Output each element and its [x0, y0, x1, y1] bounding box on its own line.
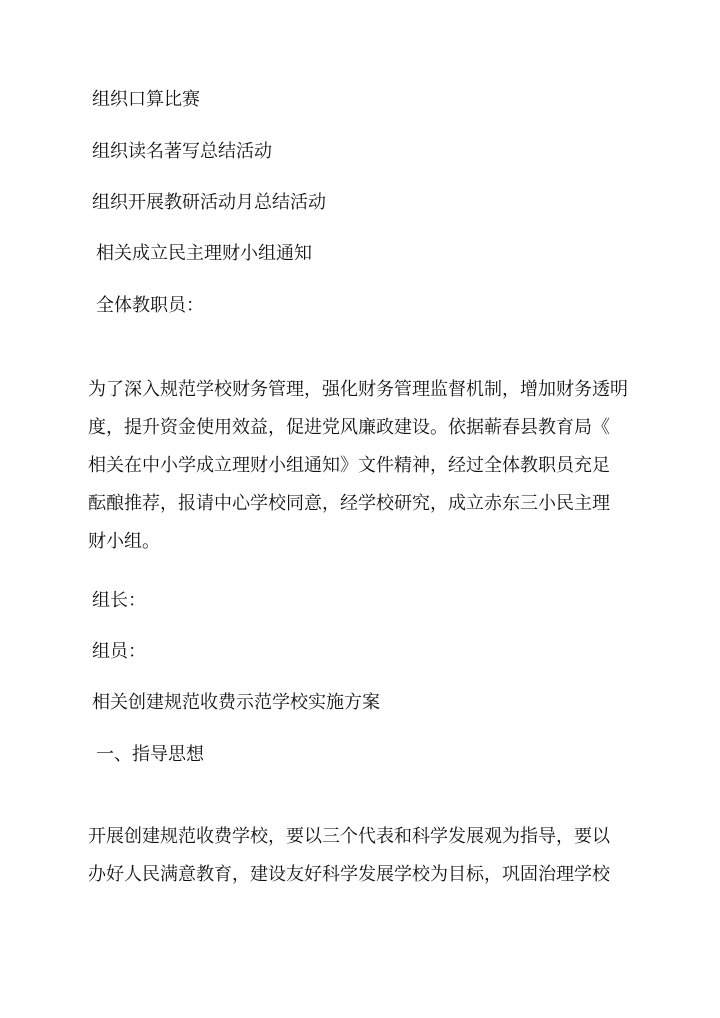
group-leader-label: 组长： — [92, 590, 146, 611]
heading-oral-arithmetic: 组织口算比赛 — [92, 89, 200, 110]
paragraph-line: 酝酿推荐，报请中心学校同意，经学校研究，成立赤东三小民主理 — [88, 493, 610, 514]
salutation: 全体教职员： — [96, 295, 204, 316]
plan-body-paragraph — [88, 818, 640, 894]
paragraph-line: 开展创建规范收费学校，要以三个代表和科学发展观为指导，要以 — [88, 826, 610, 847]
notice-body-paragraph — [88, 371, 640, 561]
notice-title: 相关成立民主理财小组通知 — [96, 243, 312, 264]
group-members-label: 组员： — [92, 641, 146, 662]
heading-reading-summary: 组织读名著写总结活动 — [92, 141, 272, 162]
paragraph-line: 办好人民满意教育，建设友好科学发展学校为目标，巩固治理学校 — [88, 864, 610, 885]
paragraph-line: 度，提升资金使用效益，促进党风廉政建设。依据蕲春县教育局《 — [88, 417, 610, 438]
paragraph-line: 财小组。 — [88, 531, 160, 552]
heading-teaching-research: 组织开展教研活动月总结活动 — [92, 192, 326, 213]
paragraph-line: 为了深入规范学校财务管理，强化财务管理监督机制，增加财务透明 — [88, 379, 628, 400]
paragraph-line: 相关在中小学成立理财小组通知》文件精神，经过全体教职员充足 — [88, 455, 610, 476]
section-guiding-ideology: 一、指导思想 — [96, 744, 204, 765]
plan-title: 相关创建规范收费示范学校实施方案 — [92, 692, 380, 713]
